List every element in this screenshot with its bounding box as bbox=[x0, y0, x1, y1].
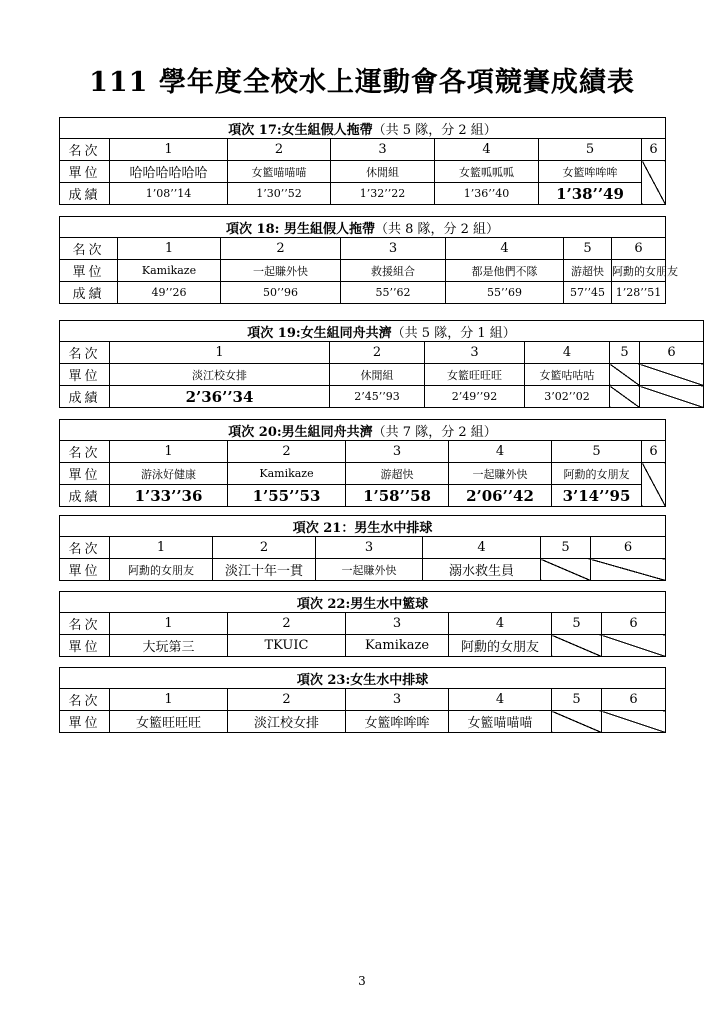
unit-cell: 溺水救生員 bbox=[423, 559, 541, 581]
rank-3: 3 bbox=[346, 613, 449, 635]
rank-4: 4 bbox=[423, 537, 541, 559]
score-cell: 2’49’’92 bbox=[425, 386, 525, 408]
unit-label: 單位 bbox=[60, 559, 110, 581]
rank-4: 4 bbox=[449, 689, 552, 711]
rank-2: 2 bbox=[330, 342, 425, 364]
event-20-header bbox=[60, 420, 666, 441]
event-21-header bbox=[60, 516, 666, 537]
rank-row bbox=[60, 238, 666, 260]
event-19-table bbox=[59, 320, 704, 408]
unit-cell: 都是他們不隊 bbox=[446, 260, 564, 282]
empty-cell bbox=[602, 711, 666, 733]
rank-4: 4 bbox=[435, 139, 539, 161]
rank-label: 名次 bbox=[60, 613, 110, 635]
empty-cell bbox=[541, 559, 591, 581]
rank-4: 4 bbox=[446, 238, 564, 260]
unit-cell: 一起賺外快 bbox=[449, 463, 552, 485]
rank-row bbox=[60, 689, 666, 711]
score-cell: 1’38’’49 bbox=[539, 183, 642, 205]
unit-cell: 女籃喵喵喵 bbox=[228, 161, 331, 183]
score-cell: 2’45’’93 bbox=[330, 386, 425, 408]
event-22-header bbox=[60, 592, 666, 613]
empty-cell bbox=[552, 635, 602, 657]
score-label: 成績 bbox=[60, 386, 110, 408]
unit-row bbox=[60, 711, 666, 733]
event-19-header bbox=[60, 321, 704, 342]
rank-6: 6 bbox=[612, 238, 666, 260]
page-title: 111 學年度全校水上運動會各項競賽成績表 bbox=[89, 67, 635, 98]
unit-cell: 救援組合 bbox=[341, 260, 446, 282]
rank-3: 3 bbox=[341, 238, 446, 260]
unit-row bbox=[60, 559, 666, 581]
score-cell: 49’’26 bbox=[118, 282, 221, 304]
score-cell: 2’36’’34 bbox=[110, 386, 330, 408]
rank-2: 2 bbox=[228, 689, 346, 711]
rank-6: 6 bbox=[640, 342, 704, 364]
rank-label: 名次 bbox=[60, 139, 110, 161]
unit-label: 單位 bbox=[60, 260, 118, 282]
unit-cell: 淡江校女排 bbox=[110, 364, 330, 386]
unit-cell: 阿勳的女朋友 bbox=[552, 463, 642, 485]
rank-2: 2 bbox=[213, 537, 316, 559]
rank-label: 名次 bbox=[60, 537, 110, 559]
event-22-name: 項次 22:男生水中籃球 bbox=[296, 596, 429, 612]
rank-1: 1 bbox=[110, 342, 330, 364]
unit-cell: 女籃咕咕咕 bbox=[525, 364, 610, 386]
event-23-header bbox=[60, 668, 666, 689]
score-cell: 50’’96 bbox=[221, 282, 341, 304]
rank-6: 6 bbox=[642, 139, 666, 161]
event-20-name: 項次 20:男生組同舟共濟 bbox=[228, 424, 373, 440]
rank-3: 3 bbox=[346, 441, 449, 463]
event-23-name: 項次 23:女生水中排球 bbox=[296, 672, 429, 688]
rank-3: 3 bbox=[346, 689, 449, 711]
event-20-table bbox=[59, 419, 666, 507]
unit-label: 單位 bbox=[60, 364, 110, 386]
event-17-name: 項次 17:女生組假人拖帶 bbox=[228, 122, 373, 138]
rank-5: 5 bbox=[552, 441, 642, 463]
unit-cell: 女籃喵喵喵 bbox=[449, 711, 552, 733]
event-18-table bbox=[59, 216, 678, 304]
rank-5: 5 bbox=[610, 342, 640, 364]
unit-label: 單位 bbox=[60, 463, 110, 485]
score-row bbox=[60, 485, 666, 507]
unit-label: 單位 bbox=[60, 711, 110, 733]
event-18-header bbox=[60, 217, 666, 238]
unit-cell: Kamikaze bbox=[118, 260, 221, 282]
score-cell: 1’55’’53 bbox=[228, 485, 346, 507]
unit-cell: Kamikaze bbox=[346, 635, 449, 657]
score-label: 成績 bbox=[60, 282, 118, 304]
unit-label: 單位 bbox=[60, 161, 110, 183]
unit-cell: 淡江十年一貫 bbox=[213, 559, 316, 581]
empty-cell bbox=[640, 386, 704, 408]
score-cell: 1’33’’36 bbox=[110, 485, 228, 507]
event-17-table bbox=[59, 117, 666, 205]
rank-6: 6 bbox=[602, 613, 666, 635]
unit-cell: 大玩第三 bbox=[110, 635, 228, 657]
rank-6: 6 bbox=[642, 441, 666, 463]
score-label: 成績 bbox=[60, 183, 110, 205]
rank-2: 2 bbox=[228, 139, 331, 161]
event-17-detail: （共 5 隊，分 2 組） bbox=[372, 122, 497, 138]
event-21-table bbox=[59, 515, 666, 581]
unit-cell: Kamikaze bbox=[228, 463, 346, 485]
rank-3: 3 bbox=[316, 537, 423, 559]
rank-label: 名次 bbox=[60, 238, 118, 260]
rank-5: 5 bbox=[539, 139, 642, 161]
rank-row bbox=[60, 537, 666, 559]
score-label: 成績 bbox=[60, 485, 110, 507]
event-17-header bbox=[60, 118, 666, 139]
unit-cell: 哈哈哈哈哈哈 bbox=[110, 161, 228, 183]
rank-6: 6 bbox=[602, 689, 666, 711]
rank-label: 名次 bbox=[60, 342, 110, 364]
rank-4: 4 bbox=[449, 441, 552, 463]
rank-5: 5 bbox=[552, 613, 602, 635]
unit-cell: 淡江校女排 bbox=[228, 711, 346, 733]
score-cell: 1’30’’52 bbox=[228, 183, 331, 205]
unit-cell: 女籃旺旺旺 bbox=[425, 364, 525, 386]
score-cell: 1’08’’14 bbox=[110, 183, 228, 205]
rank-row bbox=[60, 441, 666, 463]
unit-row bbox=[60, 260, 666, 282]
event-18-name: 項次 18: 男生組假人拖帶 bbox=[226, 221, 375, 237]
score-row bbox=[60, 183, 666, 205]
event-23-table bbox=[59, 667, 666, 733]
unit-row bbox=[60, 161, 666, 183]
unit-cell: TKUIC bbox=[228, 635, 346, 657]
rank-2: 2 bbox=[221, 238, 341, 260]
page-number: 3 bbox=[358, 974, 366, 988]
rank-2: 2 bbox=[228, 613, 346, 635]
event-19-detail: （共 5 隊，分 1 組） bbox=[391, 325, 516, 341]
score-cell: 55’’62 bbox=[341, 282, 446, 304]
unit-cell: 一起賺外快 bbox=[221, 260, 341, 282]
empty-cell bbox=[640, 364, 704, 386]
rank-label: 名次 bbox=[60, 441, 110, 463]
unit-cell: 阿勳的女朋友 bbox=[612, 260, 666, 282]
rank-3: 3 bbox=[425, 342, 525, 364]
empty-cell bbox=[552, 711, 602, 733]
event-19-name: 項次 19:女生組同舟共濟 bbox=[247, 325, 392, 341]
rank-row bbox=[60, 342, 704, 364]
unit-cell: 游超快 bbox=[564, 260, 612, 282]
rank-label: 名次 bbox=[60, 689, 110, 711]
rank-row bbox=[60, 139, 666, 161]
unit-cell: 一起賺外快 bbox=[316, 559, 423, 581]
unit-cell: 游超快 bbox=[346, 463, 449, 485]
unit-cell: 游泳好健康 bbox=[110, 463, 228, 485]
unit-cell: 女籃呱呱呱 bbox=[435, 161, 539, 183]
rank-4: 4 bbox=[525, 342, 610, 364]
event-18-detail: （共 8 隊，分 2 組） bbox=[374, 221, 500, 237]
unit-row bbox=[60, 635, 666, 657]
score-cell: 1’28’’51 bbox=[612, 282, 666, 304]
event-21-name: 項次 21：男生水中排球 bbox=[292, 520, 433, 536]
rank-row bbox=[60, 613, 666, 635]
empty-cell bbox=[591, 559, 666, 581]
rank-1: 1 bbox=[110, 613, 228, 635]
score-cell: 1’32’’22 bbox=[331, 183, 435, 205]
empty-cell bbox=[642, 161, 666, 205]
rank-2: 2 bbox=[228, 441, 346, 463]
score-cell: 55’’69 bbox=[446, 282, 564, 304]
empty-cell bbox=[610, 386, 640, 408]
rank-4: 4 bbox=[449, 613, 552, 635]
rank-5: 5 bbox=[541, 537, 591, 559]
unit-row bbox=[60, 364, 704, 386]
unit-row bbox=[60, 463, 666, 485]
rank-5: 5 bbox=[564, 238, 612, 260]
unit-cell: 阿勳的女朋友 bbox=[449, 635, 552, 657]
score-cell: 57’’45 bbox=[564, 282, 612, 304]
rank-1: 1 bbox=[110, 139, 228, 161]
unit-cell: 女籃哞哞哞 bbox=[346, 711, 449, 733]
unit-cell: 阿勳的女朋友 bbox=[110, 559, 213, 581]
event-20-detail: （共 7 隊，分 2 組） bbox=[372, 424, 497, 440]
score-row bbox=[60, 282, 666, 304]
rank-1: 1 bbox=[118, 238, 221, 260]
empty-cell bbox=[642, 463, 666, 507]
unit-label: 單位 bbox=[60, 635, 110, 657]
score-cell: 3’02’’02 bbox=[525, 386, 610, 408]
empty-cell bbox=[610, 364, 640, 386]
rank-1: 1 bbox=[110, 537, 213, 559]
unit-cell: 女籃旺旺旺 bbox=[110, 711, 228, 733]
rank-5: 5 bbox=[552, 689, 602, 711]
score-cell: 2’06’’42 bbox=[449, 485, 552, 507]
unit-cell: 女籃哞哞哞 bbox=[539, 161, 642, 183]
unit-cell: 休閒組 bbox=[330, 364, 425, 386]
score-cell: 1’36’’40 bbox=[435, 183, 539, 205]
score-cell: 1’58’’58 bbox=[346, 485, 449, 507]
score-cell: 3’14’’95 bbox=[552, 485, 642, 507]
empty-cell bbox=[602, 635, 666, 657]
rank-3: 3 bbox=[331, 139, 435, 161]
rank-6: 6 bbox=[591, 537, 666, 559]
unit-cell: 休閒組 bbox=[331, 161, 435, 183]
score-row bbox=[60, 386, 704, 408]
event-22-table bbox=[59, 591, 666, 657]
rank-1: 1 bbox=[110, 689, 228, 711]
rank-1: 1 bbox=[110, 441, 228, 463]
